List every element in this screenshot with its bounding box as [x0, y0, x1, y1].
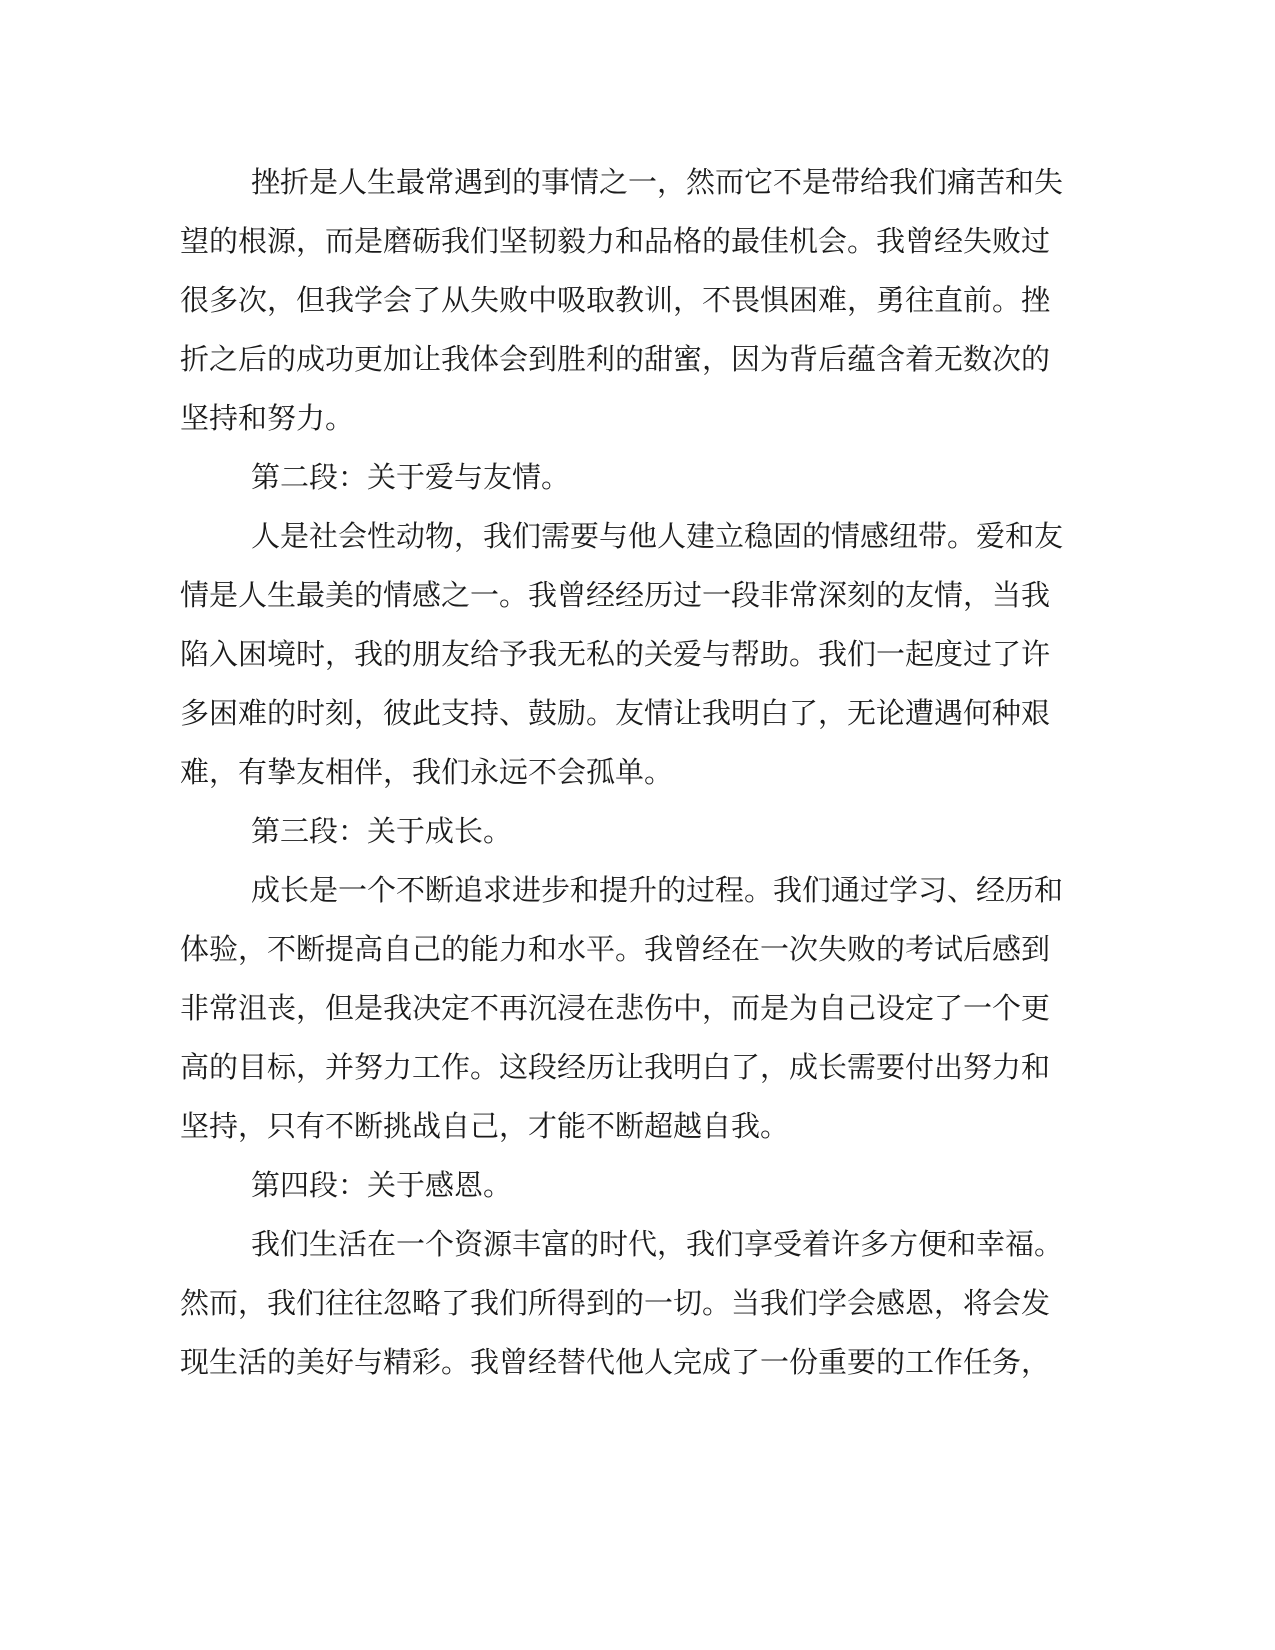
section-heading — [0, 1165, 1275, 1205]
line-text: 望的根源，而是磨砺我们坚韧毅力和品格的最佳机会。我曾经失败过 — [180, 224, 1051, 258]
paragraph-line — [0, 752, 1275, 792]
paragraph-line — [0, 1224, 1275, 1264]
line-text: 然而，我们往往忽略了我们所得到的一切。当我们学会感恩，将会发 — [180, 1286, 1051, 1320]
paragraph-line — [0, 280, 1275, 320]
line-text: 成长是一个不断追求进步和提升的过程。我们通过学习、经历和 — [251, 873, 1064, 907]
heading-text: 第二段：关于爱与友情。 — [251, 460, 571, 494]
line-text: 非常沮丧，但是我决定不再沉浸在悲伤中，而是为自己设定了一个更 — [180, 991, 1051, 1025]
line-text: 高的目标，并努力工作。这段经历让我明白了，成长需要付出努力和 — [180, 1050, 1051, 1084]
paragraph-line — [0, 398, 1275, 438]
line-text: 坚持，只有不断挑战自己，才能不断超越自我。 — [180, 1109, 790, 1143]
paragraph-line — [0, 1342, 1275, 1382]
heading-text: 第四段：关于感恩。 — [251, 1168, 513, 1202]
line-text: 我们生活在一个资源丰富的时代，我们享受着许多方便和幸福。 — [251, 1227, 1064, 1261]
paragraph-line — [0, 988, 1275, 1028]
section-heading — [0, 811, 1275, 851]
paragraph-line — [0, 634, 1275, 674]
line-text: 多困难的时刻，彼此支持、鼓励。友情让我明白了，无论遭遇何种艰 — [180, 696, 1051, 730]
paragraph-line — [0, 1047, 1275, 1087]
paragraph-line — [0, 221, 1275, 261]
line-text: 现生活的美好与精彩。我曾经替代他人完成了一份重要的工作任务， — [180, 1345, 1051, 1379]
paragraph-line — [0, 870, 1275, 910]
line-text: 体验，不断提高自己的能力和水平。我曾经在一次失败的考试后感到 — [180, 932, 1051, 966]
line-text: 陷入困境时，我的朋友给予我无私的关爱与帮助。我们一起度过了许 — [180, 637, 1051, 671]
line-text: 坚持和努力。 — [180, 401, 355, 435]
paragraph-line — [0, 339, 1275, 379]
paragraph-line — [0, 693, 1275, 733]
section-heading — [0, 457, 1275, 497]
line-text: 折之后的成功更加让我体会到胜利的甜蜜，因为背后蕴含着无数次的 — [180, 342, 1051, 376]
line-text: 难，有挚友相伴，我们永远不会孤单。 — [180, 755, 674, 789]
line-text: 挫折是人生最常遇到的事情之一，然而它不是带给我们痛苦和失 — [251, 165, 1064, 199]
line-text: 情是人生最美的情感之一。我曾经经历过一段非常深刻的友情，当我 — [180, 578, 1051, 612]
paragraph-line — [0, 1106, 1275, 1146]
paragraph-line — [0, 929, 1275, 969]
line-text: 很多次，但我学会了从失败中吸取教训，不畏惧困难，勇往直前。挫 — [180, 283, 1051, 317]
line-text: 人是社会性动物，我们需要与他人建立稳固的情感纽带。爱和友 — [251, 519, 1064, 553]
paragraph-line — [0, 575, 1275, 615]
paragraph-line — [0, 1283, 1275, 1323]
paragraph-line — [0, 162, 1275, 202]
heading-text: 第三段：关于成长。 — [251, 814, 513, 848]
paragraph-line — [0, 516, 1275, 556]
